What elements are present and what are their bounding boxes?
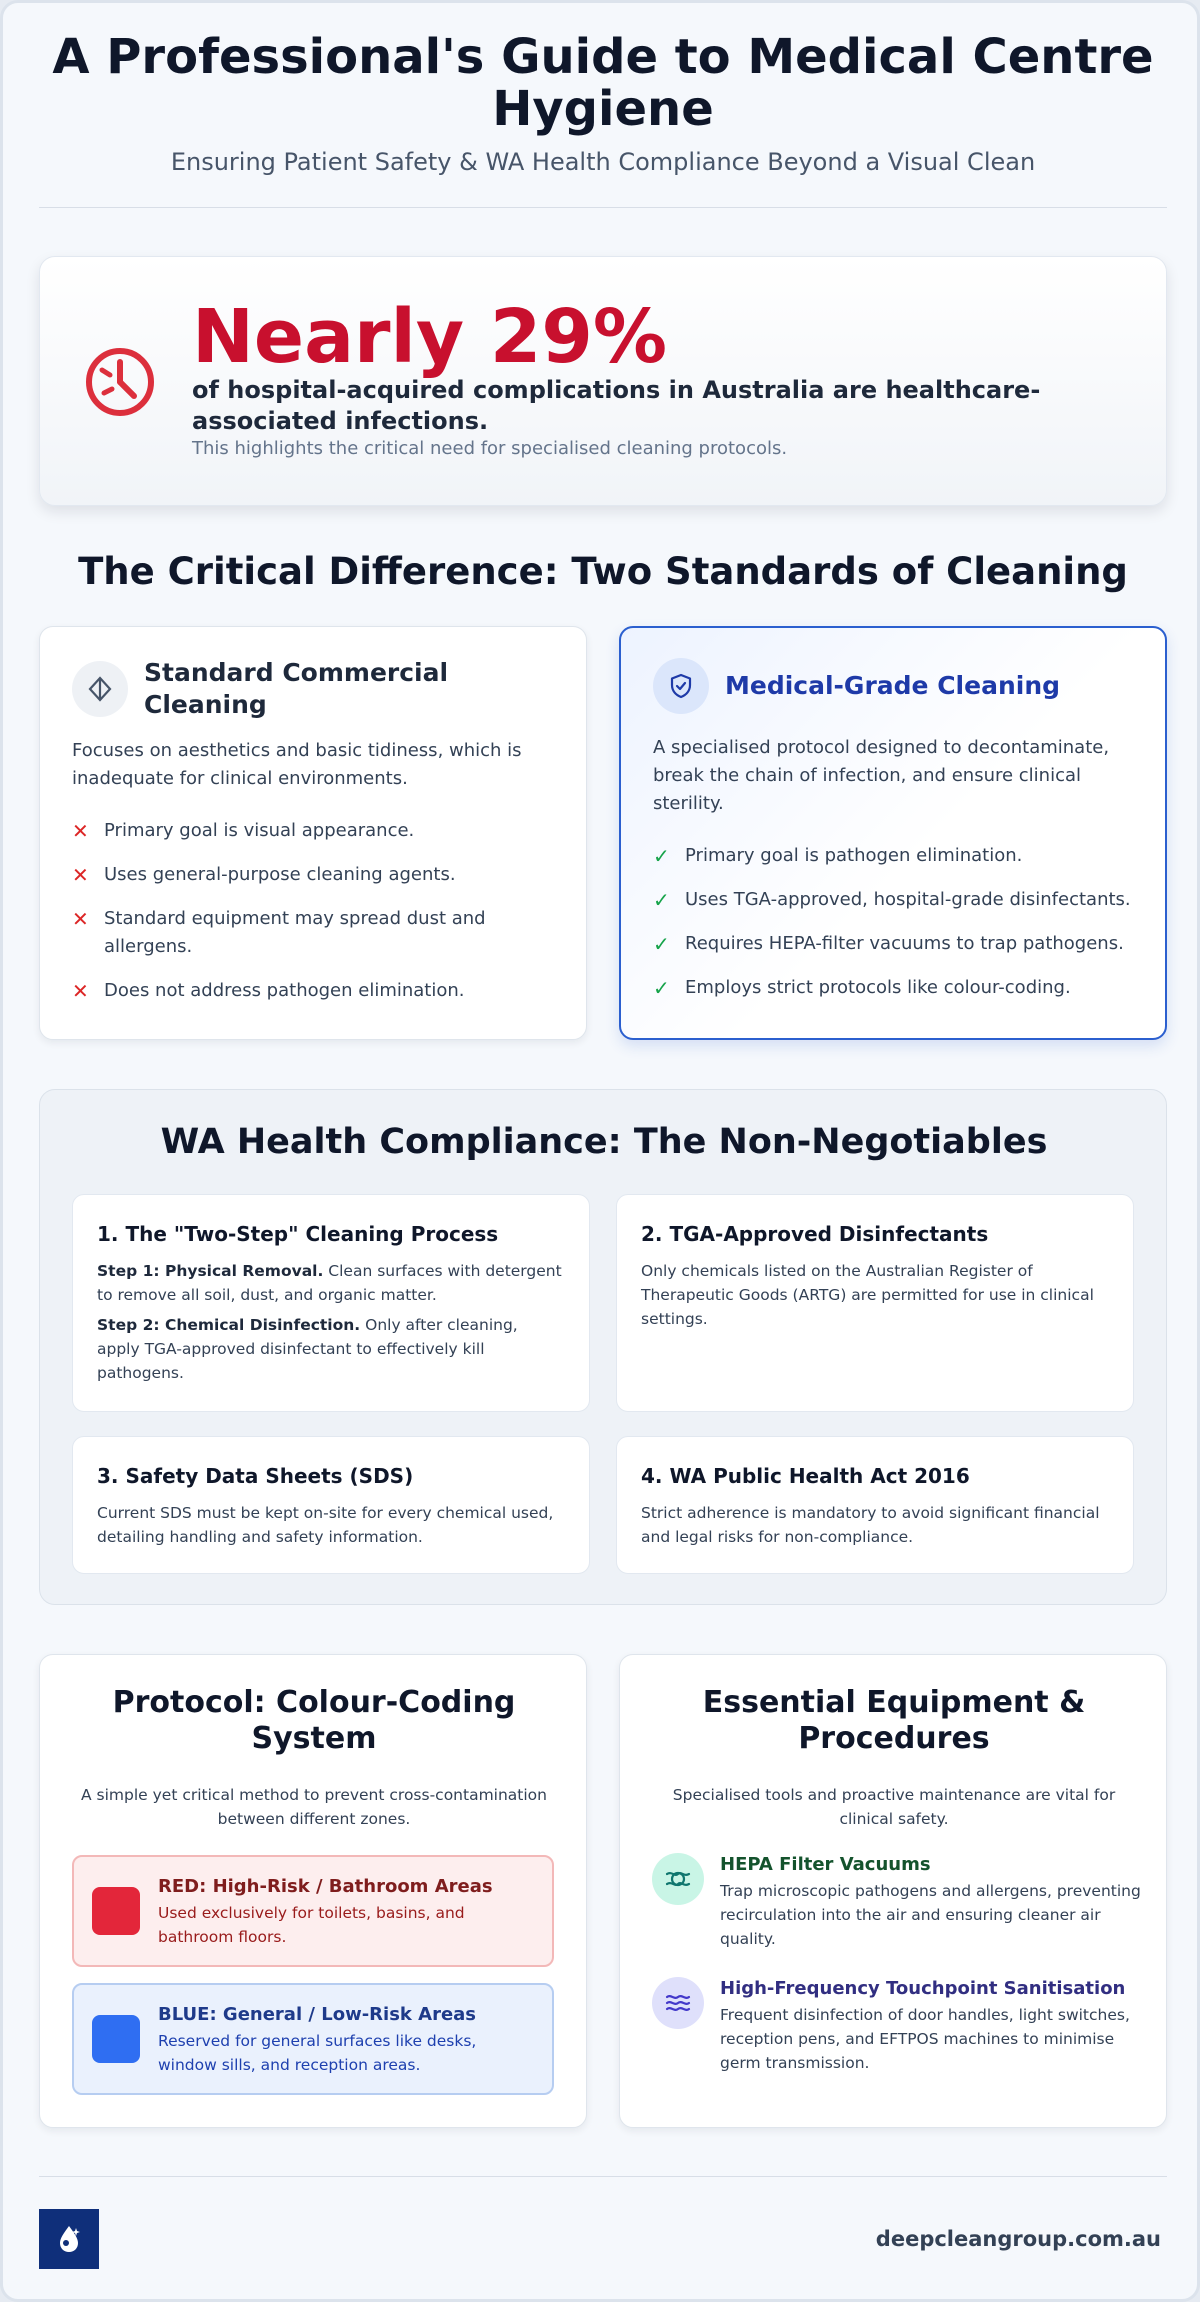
list-item: ✓ Requires HEPA-filter vacuums to trap pathogens.	[653, 932, 1124, 956]
stat-note: This highlights the critical need for specialised cleaning protocols.	[192, 438, 788, 459]
compliance-title: WA Health Compliance: The Non-Negotiables	[160, 1122, 1048, 1162]
waves-icon	[652, 1977, 704, 2029]
list-item: ✓ Primary goal is pathogen elimination.	[653, 844, 1023, 868]
page-subtitle: Ensuring Patient Safety & WA Health Compliance Beyond a Visual Clean	[170, 148, 1036, 176]
medical-grade-cleaning-description: A specialised protocol designed to decontaminate, break the chain of infection, and ensure clinical sterility.	[653, 737, 1110, 814]
touchpoint-text: Frequent disinfection of door handles, light switches, reception pens, and EFTPOS machines to minimise germ transmission.	[720, 2006, 1130, 2072]
standard-cleaning-list	[72, 817, 552, 1021]
red-swatch	[92, 1887, 140, 1935]
blue-swatch	[92, 2015, 140, 2063]
compliance-card-tga	[616, 1194, 1134, 1412]
diamond-outline-icon	[72, 661, 128, 717]
header	[39, 31, 1167, 177]
equipment-description: Specialised tools and proactive maintenance are vital for clinical safety.	[672, 1786, 1116, 1828]
compliance-card-text: Strict adherence is mandatory to avoid significant financial and legal risks for non-compliance.	[641, 1504, 1100, 1546]
red-zone-item	[72, 1855, 554, 1967]
compliance-card-sds	[72, 1436, 590, 1574]
compliance-card-text: Current SDS must be kept on-site for every chemical used, detailing handling and safety information.	[97, 1504, 554, 1546]
cross-icon: ✕	[72, 819, 89, 843]
compliance-card-title: 3. Safety Data Sheets (SDS)	[97, 1464, 414, 1488]
footer-divider	[39, 2176, 1167, 2177]
footer-website-link[interactable]: deepcleangroup.com.au	[875, 2227, 1161, 2251]
shield-check-icon	[653, 658, 709, 714]
hepa-text: Trap microscopic pathogens and allergens, preventing recirculation into the air and ensuring cleaner air quality.	[720, 1882, 1141, 1948]
step-two-text: Step 2: Chemical Disinfection. Only after cleaning, apply TGA-approved disinfectant to effectively kill pathogens.	[97, 1316, 518, 1382]
list-item: ✕ Does not address pathogen elimination.	[72, 979, 465, 1003]
list-item: ✓ Uses TGA-approved, hospital-grade disinfectants.	[653, 888, 1131, 912]
blue-zone-title: BLUE: General / Low-Risk Areas	[158, 2004, 477, 2025]
medical-grade-cleaning-card	[619, 626, 1167, 1040]
stat-number: Nearly 29%	[192, 294, 668, 380]
cross-icon: ✕	[72, 979, 89, 1003]
colour-coding-description: A simple yet critical method to prevent cross-contamination between different zones.	[81, 1786, 547, 1828]
virus-filter-icon	[652, 1853, 704, 1905]
step-one-text: Step 1: Physical Removal. Clean surfaces with detergent to remove all soil, dust, and organic matter.	[97, 1262, 562, 1304]
medical-grade-cleaning-title: Medical-Grade Cleaning	[725, 671, 1061, 700]
list-item: ✓ Employs strict protocols like colour-coding.	[653, 976, 1071, 1000]
compliance-card-two-step	[72, 1194, 590, 1412]
touchpoint-title: High-Frequency Touchpoint Sanitisation	[720, 1978, 1126, 1999]
header-divider	[39, 207, 1167, 208]
cross-icon: ✕	[72, 863, 89, 887]
comparison-title: The Critical Difference: Two Standards of Cleaning	[78, 550, 1128, 593]
blue-zone-text: Reserved for general surfaces like desks, window sills, and reception areas.	[158, 2032, 477, 2074]
page-title: A Professional's Guide to Medical Centre Hygiene	[52, 29, 1154, 137]
cross-icon: ✕	[72, 907, 89, 931]
red-zone-text: Used exclusively for toilets, basins, and bathroom floors.	[158, 1904, 465, 1946]
compliance-card-title: 2. TGA-Approved Disinfectants	[641, 1222, 989, 1246]
hepa-title: HEPA Filter Vacuums	[720, 1854, 931, 1875]
equipment-title: Essential Equipment & Procedures	[702, 1685, 1086, 1756]
medical-grade-cleaning-list	[653, 842, 1133, 1018]
standard-cleaning-description: Focuses on aesthetics and basic tidiness, which is inadequate for clinical environments.	[72, 740, 522, 789]
touchpoint-item	[652, 1977, 1142, 2075]
list-item: ✕ Uses general-purpose cleaning agents.	[72, 863, 456, 887]
blue-zone-item	[72, 1983, 554, 2095]
compliance-card-text: Only chemicals listed on the Australian Register of Therapeutic Goods (ARTG) are permitted for use in clinical settings.	[641, 1262, 1094, 1328]
check-icon: ✓	[653, 888, 670, 912]
standard-cleaning-card	[39, 626, 587, 1040]
compliance-section	[39, 1089, 1167, 1605]
hepa-item	[652, 1853, 1142, 1951]
colour-coding-card	[39, 1654, 587, 2128]
standard-cleaning-title: Standard Commercial Cleaning	[144, 658, 449, 719]
stat-description: of hospital-acquired complications in Australia are healthcare-associated infections.	[192, 376, 1041, 435]
equipment-card	[619, 1654, 1167, 2128]
stat-card	[39, 256, 1167, 506]
compliance-card-public-health-act	[616, 1436, 1134, 1574]
compliance-card-title: 4. WA Public Health Act 2016	[641, 1464, 970, 1488]
compliance-card-title: 1. The "Two-Step" Cleaning Process	[97, 1222, 499, 1246]
check-icon: ✓	[653, 976, 670, 1000]
check-icon: ✓	[653, 932, 670, 956]
red-zone-title: RED: High-Risk / Bathroom Areas	[158, 1876, 493, 1897]
clock-alert-icon	[82, 344, 158, 420]
colour-coding-title: Protocol: Colour-Coding System	[112, 1685, 516, 1756]
check-icon: ✓	[653, 844, 670, 868]
list-item: ✕ Primary goal is visual appearance.	[72, 819, 415, 843]
water-drop-logo-icon	[39, 2209, 99, 2269]
list-item: ✕ Standard equipment may spread dust and allergens.	[72, 905, 552, 961]
